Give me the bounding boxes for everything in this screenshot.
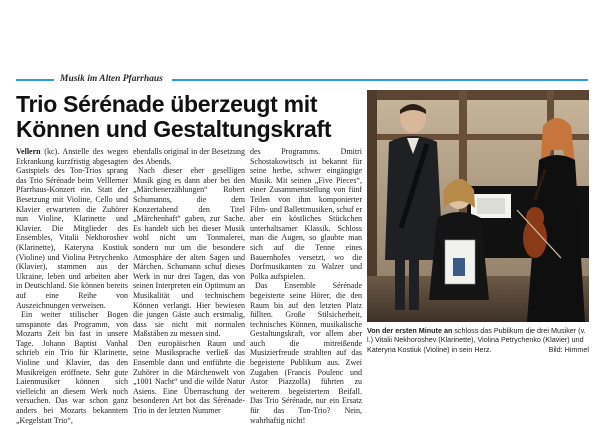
kicker-rule-left <box>16 79 54 81</box>
paragraph-text: (kc). Anstelle des wegen Erkrankung kurzfristig abgesagten Gastspiels des Ton-Trios sprang das Trio Sérénade beim Velllerner Pfarrhaus-Konzert ein. Statt der Besetzung mit Violine, Cello und Klavier erwarteten die Zuhörer nun Violine, Klarinette und Klavier. Die Mitglieder des Ensembles, Vitalii Nekhoroshev (Klarinette), Kateryna Kostiuk (Violine) und Violina Petrychenko (Klavier), stammen aus der Ukraine, leben und arbeiten aber in Deutschland. Sie können bereits auf eine Reihe von Auszeichnungen verweisen. <box>16 147 128 310</box>
article-paragraph <box>16 147 128 310</box>
headline-line-1: Trio Sérénade überzeugt mit <box>16 91 318 117</box>
article-paragraph: Nach dieser eher geselligen Musik ging es dann aber bei den „Märchenerzählungen“ Robert Schumanns, die dem Konzertabend den Titel „Märchenhaft“ gaben, zur Sache. Es handelt sich bei dieser Musik wohl nicht um Tonmalerei, sondern nur um die besondere Atmosphäre der alten Sagen und Märchen. Schumann schuf dieses Werk in nur drei Tagen, das von seinen Interpreten ein Optimum an Musikalität und technischem Können verlangt. Hier bewiesen die jungen Gäste auch erstmalig, dass sie nicht mit normalen Maßstäben zu messen sind. <box>133 166 245 339</box>
article-headline <box>16 92 364 142</box>
article-paragraph: des Programms. Dmitri Schostakowitsch ist bekannt für seine herbe, schwer eingängige Musik. Mit seinen „Five Pieces“, einer Zusammenstellung von fünf Teilen von ihm komponierter Film- und Ballettmusiken, schuf er aber ein köstliches Stückchen unterhaltsamer Klassik. Schloss man die Augen, so glaubte man sich auf die Tenne eines Bauernhofes versetzt, wo die Dorfmusikanten zu Walzer und Polka aufspielen. <box>250 147 362 281</box>
article-column-2 <box>133 147 245 416</box>
article-column-1 <box>16 147 128 425</box>
article-paragraph: ebenfalls original in der Besetzung des Abends. <box>133 147 245 166</box>
article-paragraph: Den europäischen Raum und seine Musiksprache verließ das Ensemble dann und entführte die Zuhörer in die Märchenwelt von „1001 Nacht“ und die wilde Natur Asiens. Eine Überraschung der besonderen Art bot das Sérénade-Trio in der letzten Nummer <box>133 338 245 416</box>
kicker-rule-right <box>172 79 588 81</box>
article-paragraph: Das Ensemble Sérénade begeisterte seine Hörer, die den Raum bis auf den letzten Platz füllten. Große Stilsicherheit, technisches Können, musikalische Gestaltungskraft, vor allem aber auch die mitreißende Musizierfreude strahlten auf das begeisterte Publikum aus. Zwei Zugaben (Francis Poulenc und Astor Piazzolla) führten zu weiterem begeistertem Beifall. Das Trio Sérénade, nur ein Ersatz für das Ton-Trio? Nein, wahrhaftig nicht! <box>250 281 362 425</box>
article-column-3 <box>250 147 362 425</box>
section-label: Musik im Alten Pfarrhaus <box>60 74 163 84</box>
article-photo <box>367 90 589 322</box>
photo-caption <box>367 326 589 360</box>
headline-line-2: Können und Gestaltungskraft <box>16 116 332 142</box>
photo-credit: Bild: Himmel <box>548 344 589 354</box>
caption-lead: Von der ersten Minute an <box>367 326 453 335</box>
dateline: Vellern <box>16 147 41 156</box>
photo-illustration <box>367 90 589 322</box>
article-paragraph: Ein weiter stilischer Bogen umspannte das Programm, von Mozarts Zeit bis fast in unsere Tage. Johann Baptist Vanhal schrieb ein Trio für Klarinette, Violine und Klavier, das den Musikreigen eröffnete. Sehr gute Laienmusiker können sich vielleicht an diesem Werk noch versuchen. Das war schon ganz anders bei Mozarts bekanntem „Kegelstatt Trio“, <box>16 310 128 425</box>
section-kicker <box>16 72 588 86</box>
caption-text: schloss das Publikum die drei Musiker (v. l.) Vitalii Nekhoroshev (Klarinette), Violina Petrychenko (Klavier) und Kateryna Kostiuk (Violine) in sein Herz. <box>367 326 586 354</box>
